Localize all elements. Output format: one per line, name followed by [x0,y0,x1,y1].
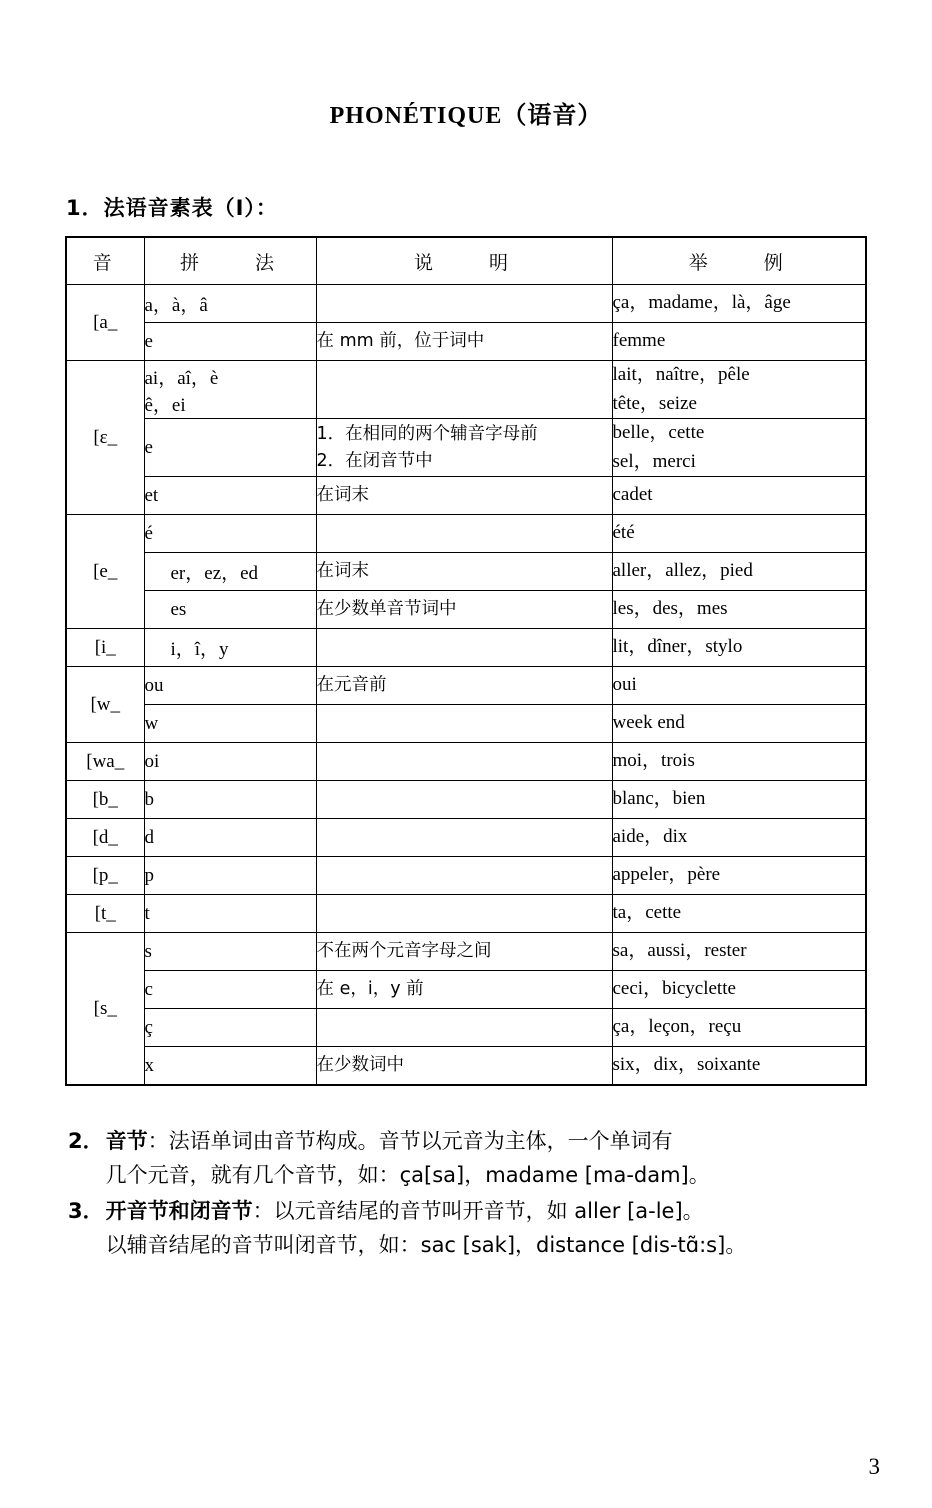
cell-spelling: t [144,895,316,933]
table-row [66,705,866,743]
cell-explanation: 在少数单音节词中 [316,591,612,629]
cell-spelling-line: ai，aî，è [144,367,219,389]
notes-section [60,1124,872,1262]
table-row [66,1009,866,1047]
cell-example: moi，trois [612,743,866,781]
cell-spelling: x [144,1047,316,1086]
cell-explanation [316,629,612,667]
table-row [66,419,866,477]
cell-example: ceci，bicyclette [612,971,866,1009]
cell-example: ça，leçon，reçu [612,1009,866,1047]
cell-sound: [wa_ [66,743,144,781]
cell-example [612,419,866,477]
note-term: 音节 [105,1129,148,1153]
cell-explanation [316,1009,612,1047]
cell-explanation [316,705,612,743]
cell-explanation: 在 mm 前，位于词中 [316,323,612,361]
note-item [68,1124,862,1192]
cell-example: aide，dix [612,819,866,857]
cell-explanation [316,361,612,419]
table-row [66,895,866,933]
cell-sound: [e_ [66,515,144,629]
cell-sound: [s_ [66,933,144,1086]
table-row [66,743,866,781]
cell-example: cadet [612,477,866,515]
cell-sound: [ε_ [66,361,144,515]
cell-explanation-line: 2．在闭音节中 [316,450,433,471]
cell-spelling: p [144,857,316,895]
table-row [66,667,866,705]
table-row [66,819,866,857]
note-item [68,1194,862,1262]
table-row [66,477,866,515]
cell-spelling: c [144,971,316,1009]
cell-sound: [a_ [66,285,144,361]
cell-example: lit，dîner，stylo [612,629,866,667]
table-row [66,857,866,895]
table-row [66,933,866,971]
cell-example: week end [612,705,866,743]
cell-sound: [p_ [66,857,144,895]
page-title: PHONÉTIQUE（语音） [329,103,603,129]
cell-example-line: sel，merci [612,450,696,472]
note-line-1: ：法语单词由音节构成。音节以元音为主体，一个单词有 [147,1129,673,1153]
section-heading-1: 1．法语音素表（Ⅰ）： [66,196,278,220]
cell-explanation [316,285,612,323]
table-row [66,285,866,323]
cell-example: aller，allez，pied [612,553,866,591]
cell-example: appeler，père [612,857,866,895]
cell-spelling: e [144,323,316,361]
table-row [66,361,866,419]
cell-explanation: 在少数词中 [316,1047,612,1086]
table-row [66,515,866,553]
table-row [66,781,866,819]
table-row [66,553,866,591]
cell-explanation [316,857,612,895]
note-line-1: ：以元音结尾的音节叫开音节，如 aller [a-le]。 [252,1199,704,1224]
cell-example: ta，cette [612,895,866,933]
cell-example: les，des，mes [612,591,866,629]
cell-example [612,361,866,419]
cell-explanation: 在词末 [316,553,612,591]
note-body [106,1124,862,1192]
cell-example: oui [612,667,866,705]
note-term: 开音节和闭音节 [105,1199,253,1224]
cell-spelling: a，à，â [144,285,316,323]
cell-spelling [144,361,316,419]
cell-example: sa，aussi，rester [612,933,866,971]
note-line-2: 几个元音，就有几个音节，如：ça[sa]，madame [ma-dam]。 [105,1163,710,1188]
note-body [106,1194,862,1262]
cell-spelling-line: ê，ei [144,394,186,416]
column-header-sound: 音 [66,237,144,285]
column-header-spelling: 拼 法 [144,237,316,285]
cell-explanation [316,515,612,553]
note-number: 2． [68,1129,104,1153]
cell-explanation [316,419,612,477]
cell-example: six，dix，soixante [612,1047,866,1086]
cell-sound: [b_ [66,781,144,819]
cell-example: blanc，bien [612,781,866,819]
cell-spelling: s [144,933,316,971]
table-row [66,323,866,361]
cell-explanation: 在 e，i，y 前 [316,971,612,1009]
cell-example-line: belle，cette [612,422,705,443]
cell-spelling: et [144,477,316,515]
cell-example: ça，madame，là，âge [612,285,866,323]
document-page [0,95,932,1508]
cell-example: femme [612,323,866,361]
table-row [66,1047,866,1086]
cell-explanation-line: 1．在相同的两个辅音字母前 [316,424,538,445]
cell-explanation: 在元音前 [316,667,612,705]
cell-sound: [d_ [66,819,144,857]
cell-spelling: ç [144,1009,316,1047]
column-header-example: 举 例 [612,237,866,285]
cell-explanation: 在词末 [316,477,612,515]
note-line-2: 以辅音结尾的音节叫闭音节，如：sac [sak]，distance [dis-tɑ̃:s]。 [105,1233,747,1258]
cell-spelling: w [144,705,316,743]
cell-sound: [w_ [66,667,144,743]
cell-spelling: ou [144,667,316,705]
cell-explanation [316,743,612,781]
note-number: 3． [68,1199,104,1224]
cell-explanation [316,895,612,933]
cell-spelling: é [144,515,316,553]
table-row [66,629,866,667]
cell-explanation [316,819,612,857]
cell-sound: [t_ [66,895,144,933]
cell-example-line: tête，seize [612,392,697,414]
cell-explanation: 不在两个元音字母之间 [316,933,612,971]
cell-spelling: es [144,591,316,629]
table-header-row [66,237,866,285]
cell-spelling: i，î，y [144,629,316,667]
phonetics-table [65,236,867,1086]
cell-spelling: oi [144,743,316,781]
cell-spelling: b [144,781,316,819]
cell-spelling: e [144,419,316,477]
cell-example-line: lait，naître，pêle [612,364,750,385]
table-row [66,591,866,629]
cell-explanation [316,781,612,819]
cell-spelling: er，ez，ed [144,553,316,591]
page-number: 3 [868,1454,880,1479]
cell-spelling: d [144,819,316,857]
cell-example: été [612,515,866,553]
column-header-explanation: 说 明 [316,237,612,285]
table-row [66,971,866,1009]
cell-sound: [i_ [66,629,144,667]
